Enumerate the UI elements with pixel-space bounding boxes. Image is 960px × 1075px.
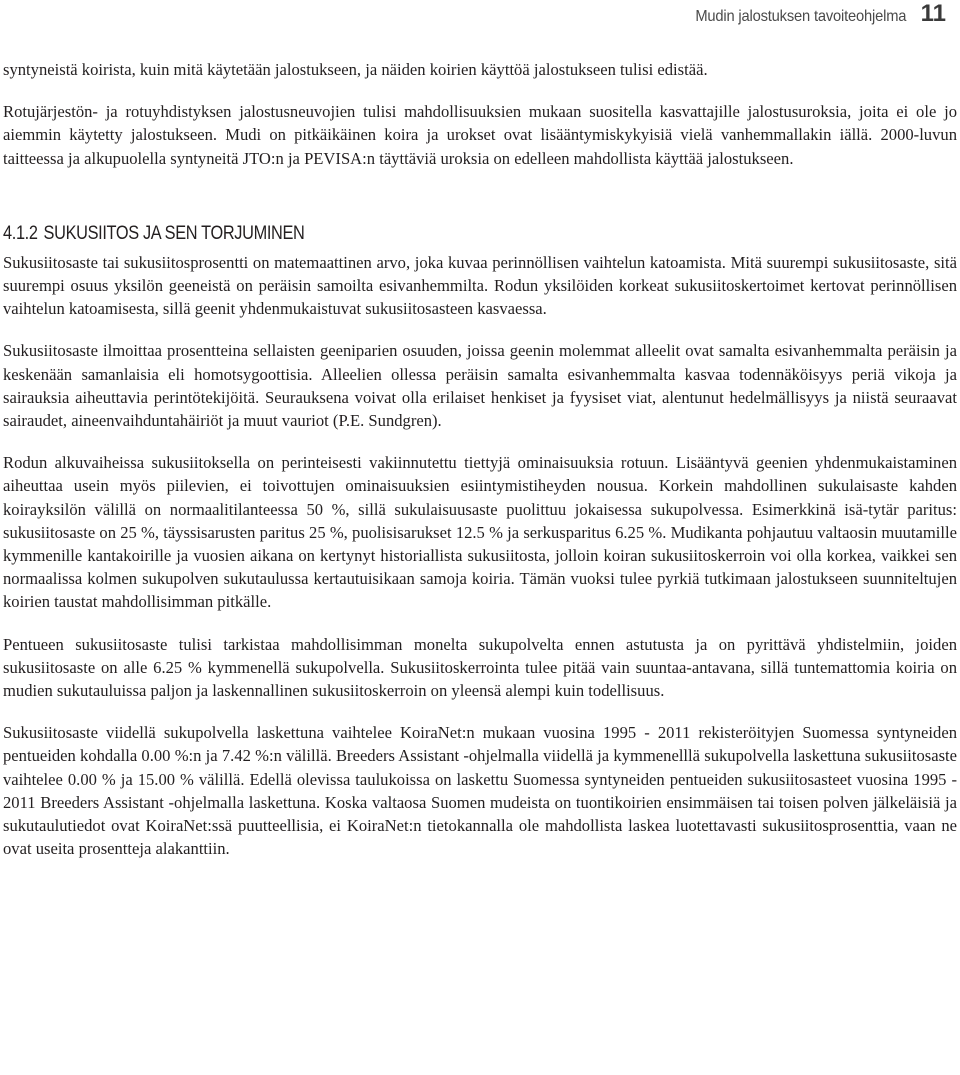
page-number: 11 (920, 0, 946, 27)
paragraph: Pentueen sukusiitosaste tulisi tarkistaa mahdollisimman monelta sukupolvelta ennen astutusta ja on pyrittävä yhdistelmiin, joiden sukusiitosaste on alle 6.25 % kymmenellä sukupolvella. Sukusiitoskerrointa tulee pitää vain suuntaa-antavana, sillä tuntemattomia koiria on mudien sukutauluissa paljon ja laskennallinen sukusiitoskerroin on yleensä alempi kuin todellisuus. (3, 634, 957, 701)
paragraph: Sukusiitosaste tai sukusiitosprosentti on matemaattinen arvo, joka kuvaa perinnöllisen vaihtelun katoamista. Mitä suurempi sukusiitosaste, sitä suurempi osuus yksilön geeneistä on peräisin samoilta esivanhemmilta. Rodun yksilöiden korkeat sukusiitoskertoimet kertovat perinnöllisen vaihtelun katoamisesta, sillä geenit yhdenmukaistuvat sukusiitosasteen kasvaessa. (3, 252, 957, 319)
section-number: 4.1.2 (3, 222, 38, 244)
section-title: SUKUSIITOS JA SEN TORJUMINEN (43, 222, 305, 244)
paragraph: Rotujärjestön- ja rotuyhdistyksen jalostusneuvojien tulisi mahdollisuuksien mukaan suositella kasvattajille jalostusuroksia, joita ei ole jo aiemmin käytetty jalostukseen. Mudi on pitkäikäinen koira ja urokset ovat lisääntymiskykyisiä vielä vanhemmallakin iällä. 2000-luvun taitteessa ja alkupuolella syntyneitä JTO:n ja PEVISA:n täyttäviä uroksia on edelleen mahdollista käyttää jalostukseen. (3, 102, 957, 168)
header-title: Mudin jalostuksen tavoiteohjelma (695, 8, 907, 25)
running-header (677, 0, 946, 28)
paragraph: Sukusiitosaste viidellä sukupolvella laskettuna vaihtelee KoiraNet:n mukaan vuosina 1995 - 2011 rekisteröityjen Suomessa syntyneiden pentueiden kohdalla 0.00 %:n ja 7.42 %:n välillä. Breeders Assistant -ohjelmalla viidellä ja kymmenelllä sukupolvella laskettuna sukusiitosaste vaihtelee 0.00 % ja 15.00 % välillä. Edellä olevissa taulukoissa on laskettu Suomessa syntyneiden pentueiden sukusiitosasteet vuosina 1995 - 2011 Breeders Assistant -ohjelmalla laskettuna. Koska valtaosa Suomen mudeista on tuontikoirien ensimmäisen tai toisen polven jälkeläisiä ja sukutaulutiedot ovat KoiraNet:ssä puutteellisia, ei KoiraNet:n tietokannalla ole mahdollista laskea luotettavasti sukusiitosprosenttia, vaan ne ovat useita prosentteja alakanttiin. (3, 723, 957, 859)
paragraph: syntyneistä koirista, kuin mitä käytetään jalostukseen, ja näiden koirien käyttöä jalostukseen tulisi edistää. (3, 60, 708, 79)
paragraph: Sukusiitosaste ilmoittaa prosentteina sellaisten geeniparien osuuden, joissa geenin molemmat alleelit ovat samalta esivanhemmalta peräisin ja keskenään samanlaisia eli homotsygoottisia. Alleelien ollessa peräisin samalta esivanhemmalta kasvaa todennäköisyys periä vikoja ja sairauksia aiheuttavia perintötekijöitä. Seurauksena voivat olla erilaiset henkiset ja fyysiset viat, alentunut hedelmällisyys ja niistä seuraavat sairaudet, aineenvaihduntahäiriöt ja muut vauriot (P.E. Sundgren). (3, 341, 957, 431)
paragraph: Rodun alkuvaiheissa sukusiitoksella on perinteisesti vakiinnutettu tiettyjä ominaisuuksia rotuun. Lisääntyvä geenien yhdenmukaistaminen aiheuttaa usein myös piilevien, ei toivottujen ominaisuuksien esiintymistiheyden nousua. Korkein mahdollinen sukulaisaste kahden koirayksilön välillä on normaalitilanteessa 50 %, sillä sukulaisuusaste puolittuu jokaisessa sukupolvessa. Esimerkkinä isä-tytär paritus: sukusiitosaste on 25 %, täyssisarusten paritus 25 %, puolisisarukset 12.5 % ja serkusparitus 6.25 %. Mudikanta pohjautuu valtaosin muutamille kymmenille kantakoirille ja vuosien aikana on kertynyt historiallista sukusiitosta, jolloin koiran sukusiitoskerroin voi olla korkea, vaikkei sen normaalissa kolmen sukupolven sukutaulussa kertautuisikaan samoja koiria. Tämän vuoksi tulee pyrkiä tutkimaan jalostukseen suunniteltujen koirien taustat mahdollisimman pitkälle. (3, 453, 957, 612)
section-heading (3, 222, 823, 246)
body-text (3, 58, 957, 860)
